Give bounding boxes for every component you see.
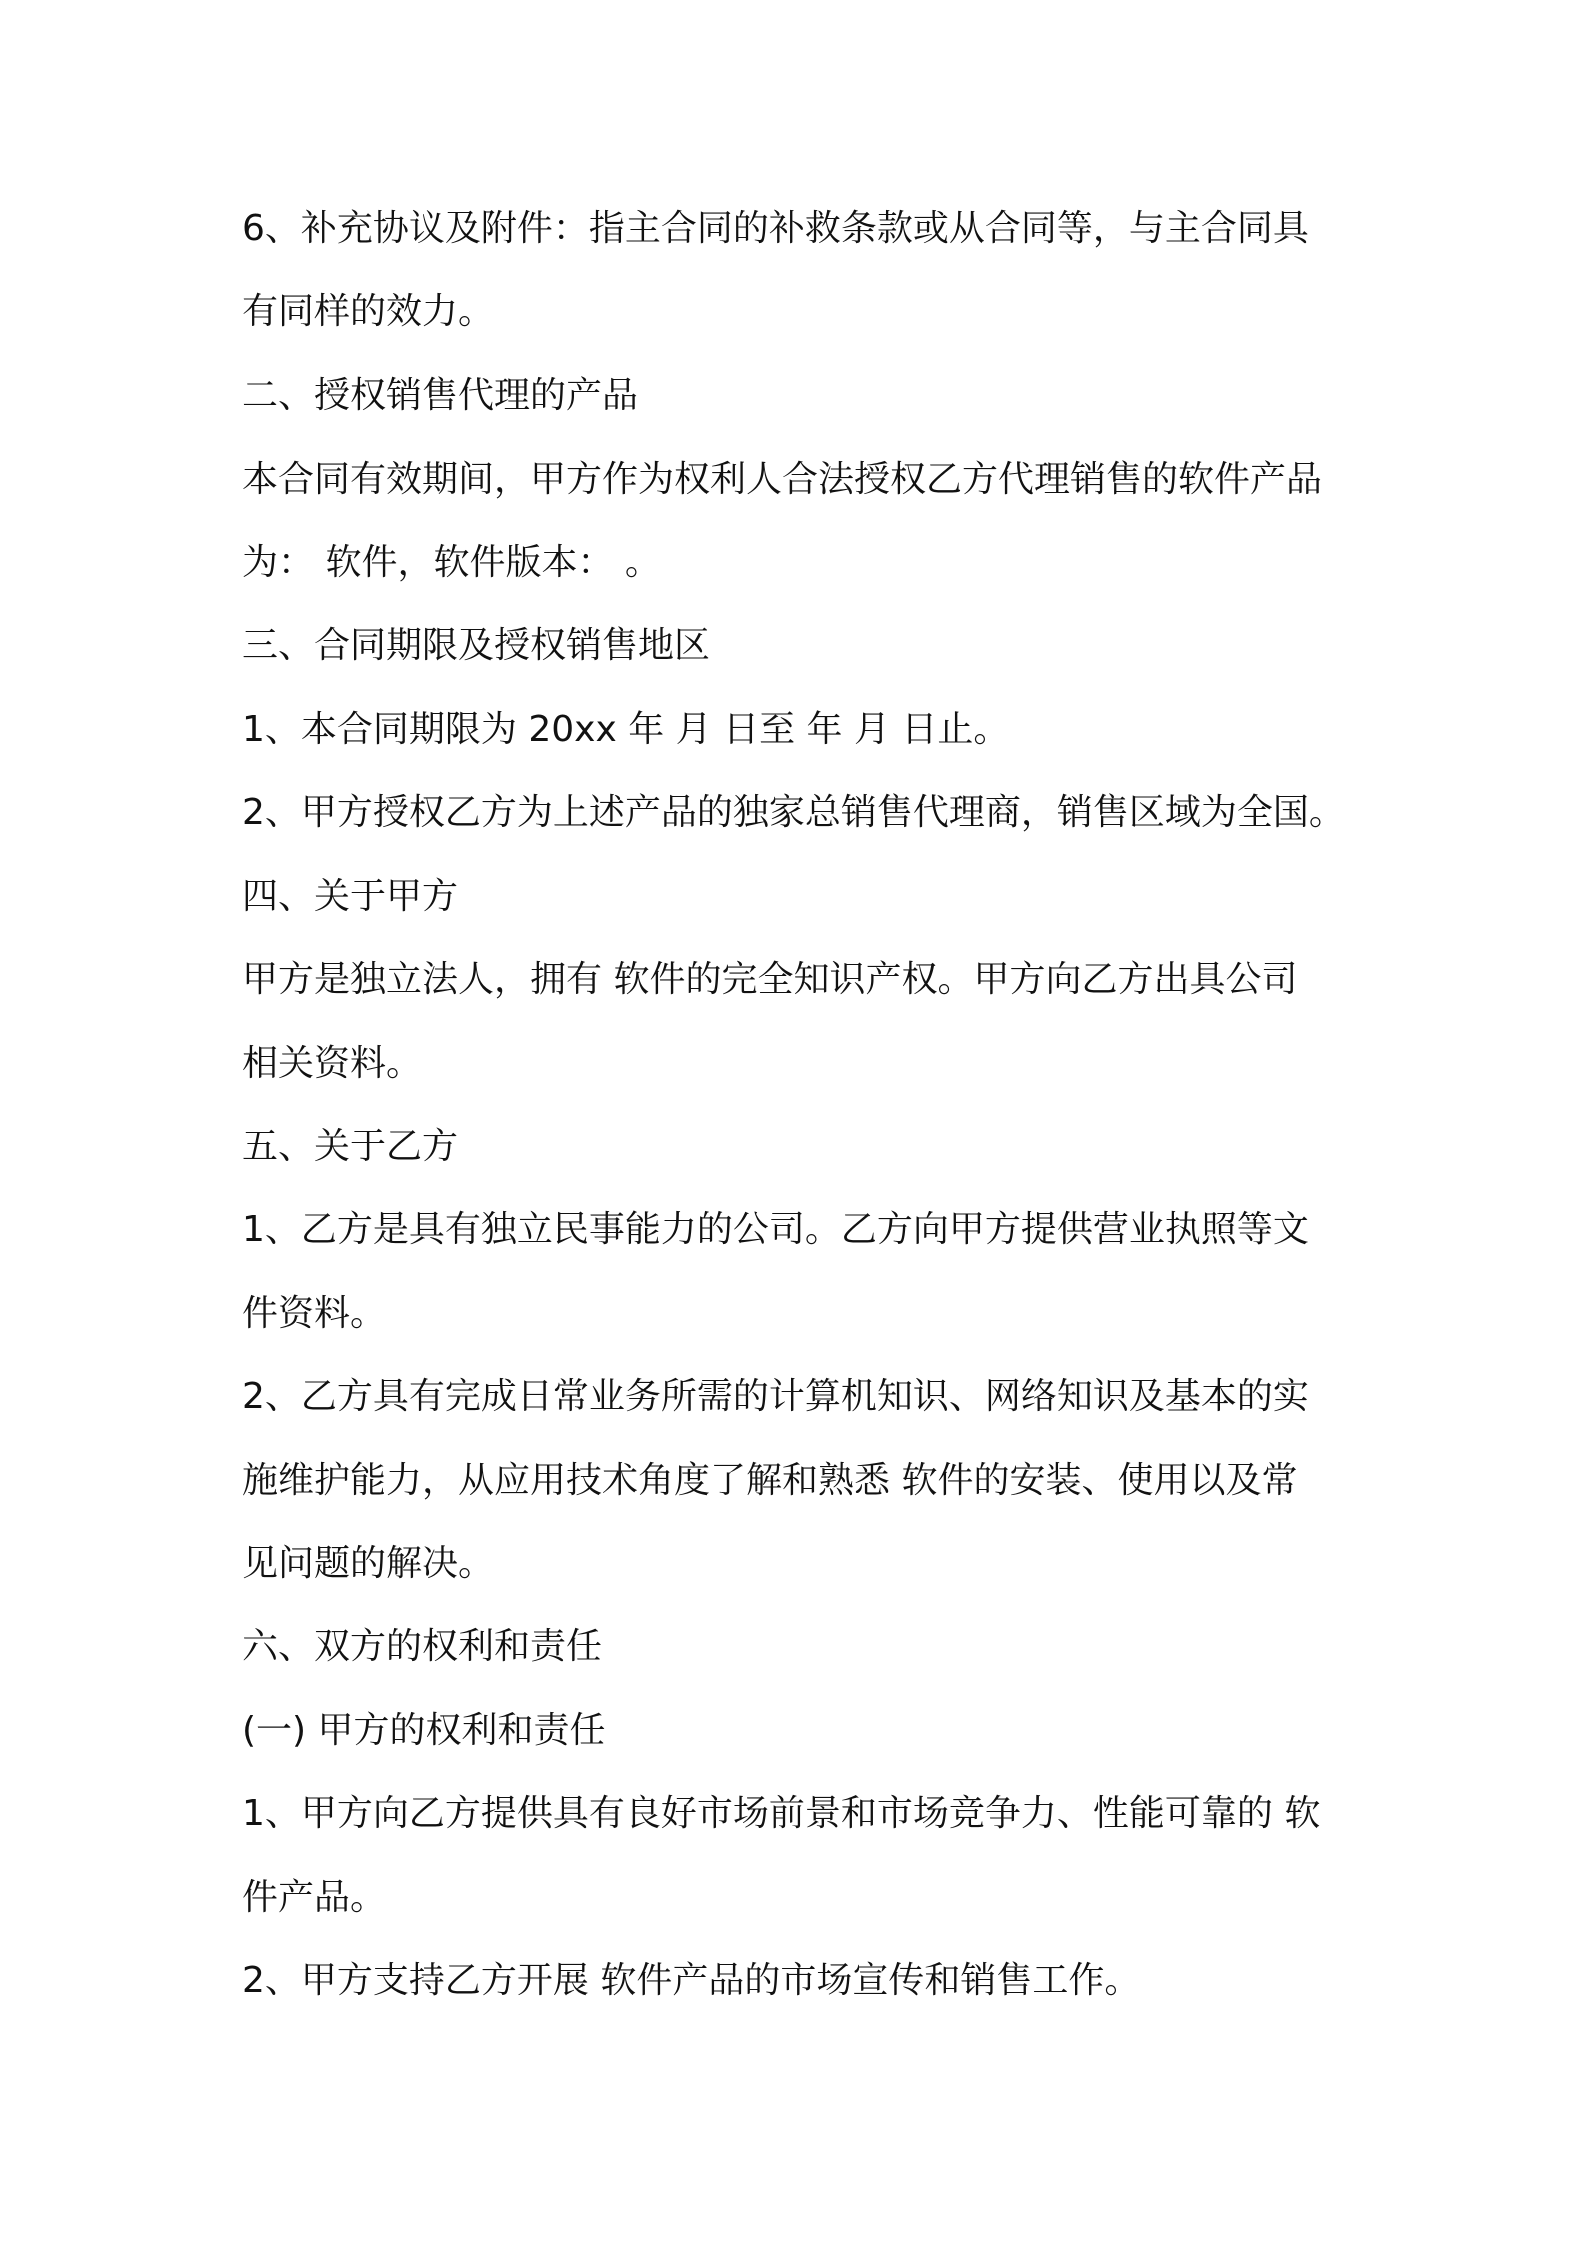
section-2-heading: 二、授权销售代理的产品 xyxy=(242,375,639,416)
party-a-item-1-line-1: 1、甲方向乙方提供具有良好市场前景和市场竞争力、性能可靠的 软 xyxy=(242,1793,1321,1834)
section-6-subheading-party-a: (一) 甲方的权利和责任 xyxy=(242,1710,606,1751)
section-3-item-2: 2、甲方授权乙方为上述产品的独家总销售代理商，销售区域为全国。 xyxy=(242,792,1345,833)
section-2-paragraph-line-2: 为： 软件，软件版本： 。 xyxy=(242,542,661,583)
section-5-item-2-line-1: 2、乙方具有完成日常业务所需的计算机知识、网络知识及基本的实 xyxy=(242,1376,1309,1417)
party-a-item-1-line-2: 件产品。 xyxy=(242,1877,387,1918)
clause-6-supplementary-agreements-line-2: 有同样的效力。 xyxy=(242,291,495,332)
clause-6-supplementary-agreements-line-1: 6、补充协议及附件：指主合同的补救条款或从合同等，与主合同具 xyxy=(242,208,1309,249)
section-6-heading: 六、双方的权利和责任 xyxy=(242,1626,603,1667)
section-3-heading: 三、合同期限及授权销售地区 xyxy=(242,625,711,666)
section-5-item-2-line-3: 见问题的解决。 xyxy=(242,1543,495,1584)
section-2-paragraph-line-1: 本合同有效期间，甲方作为权利人合法授权乙方代理销售的软件产品 xyxy=(242,459,1323,500)
section-5-item-2-line-2: 施维护能力，从应用技术角度了解和熟悉 软件的安装、使用以及常 xyxy=(242,1460,1298,1501)
section-4-heading: 四、关于甲方 xyxy=(242,876,459,917)
section-3-item-1: 1、本合同期限为 20xx 年 月 日至 年 月 日止。 xyxy=(242,709,1010,750)
section-5-heading: 五、关于乙方 xyxy=(242,1126,459,1167)
party-a-item-2: 2、甲方支持乙方开展 软件产品的市场宣传和销售工作。 xyxy=(242,1960,1141,2001)
section-4-paragraph-line-2: 相关资料。 xyxy=(242,1043,423,1084)
section-5-item-1-line-1: 1、乙方是具有独立民事能力的公司。乙方向甲方提供营业执照等文 xyxy=(242,1209,1309,1250)
section-5-item-1-line-2: 件资料。 xyxy=(242,1293,387,1334)
section-4-paragraph-line-1: 甲方是独立法人，拥有 软件的完全知识产权。甲方向乙方出具公司 xyxy=(242,959,1298,1000)
